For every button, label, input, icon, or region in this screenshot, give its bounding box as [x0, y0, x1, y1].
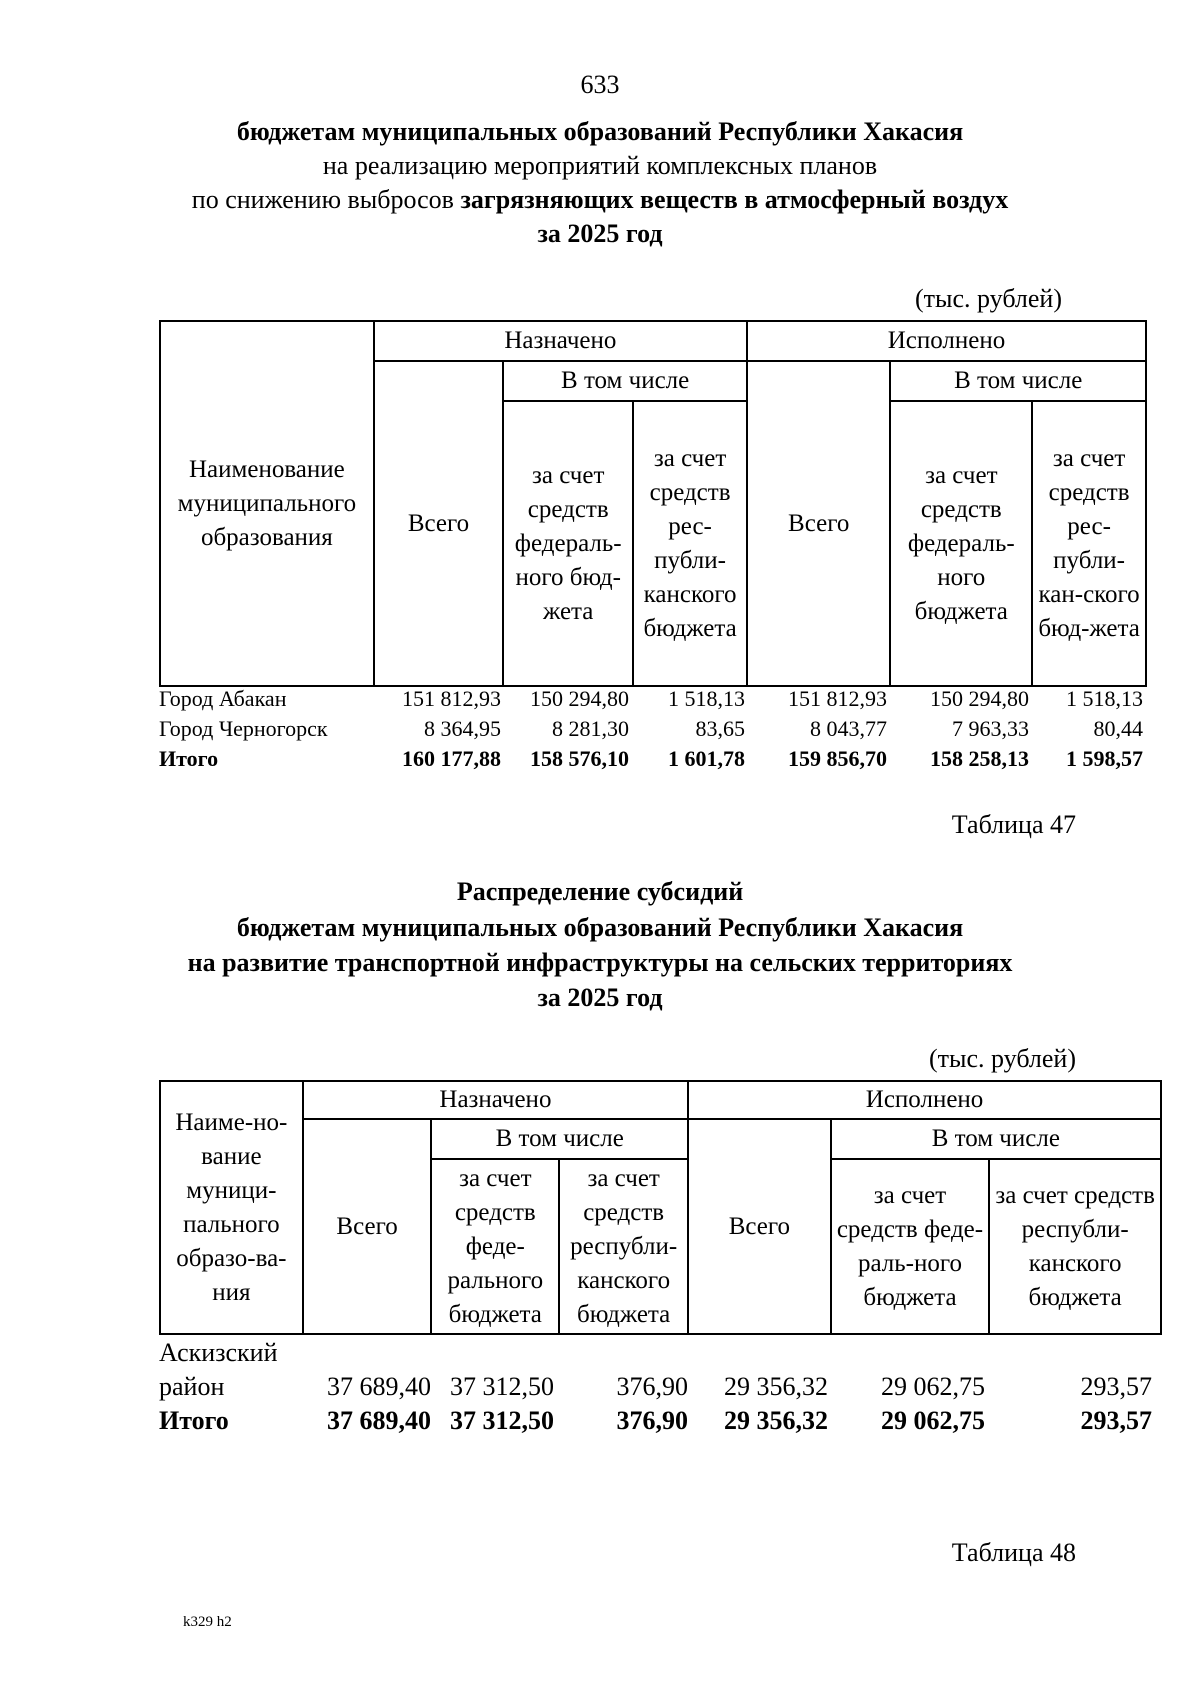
section1-table-header [159, 320, 1147, 687]
header-assigned-total: Всего [303, 1119, 432, 1334]
cell-executed-total: 29 356,32 [724, 1372, 828, 1401]
header-name: Наиме-но-вание муници-пального образо-ва-ния [160, 1081, 303, 1334]
row-name: Итого [159, 746, 219, 771]
cell-executed-republic: 80,44 [1093, 716, 1143, 741]
table-total-row [159, 746, 1147, 776]
header-assigned-federal: за счет средств феде-рального бюджета [431, 1159, 559, 1334]
header-executed-federal: за счет средств федераль-ного бюджета [890, 401, 1032, 686]
header-assigned-including: В том числе [431, 1119, 688, 1159]
row-name: Город Абакан [159, 686, 287, 711]
cell-executed-republic: 1 598,57 [1066, 746, 1143, 771]
cell-assigned-total: 37 689,40 [327, 1406, 431, 1435]
header-executed: Исполнено [747, 321, 1146, 361]
table-row [159, 716, 1147, 746]
row-name: Итого [159, 1406, 229, 1435]
page-number: 633 [580, 70, 620, 99]
section2-title-line3: на развитие транспортной инфраструктуры на сельских территориях [187, 948, 1013, 977]
cell-executed-total: 8 043,77 [810, 716, 887, 741]
header-executed-including: В том числе [890, 361, 1146, 401]
section1-title-line3-bold: загрязняющих веществ в атмосферный воздух [460, 185, 1009, 214]
cell-assigned-federal: 158 576,10 [530, 746, 629, 771]
section2-units: (тыс. рублей) [928, 1044, 1076, 1073]
cell-executed-federal: 7 963,33 [952, 716, 1029, 741]
row-name: Город Черногорск [159, 716, 328, 741]
cell-executed-total: 159 856,70 [788, 746, 887, 771]
cell-assigned-total: 160 177,88 [402, 746, 501, 771]
section2-table-body [159, 1338, 1162, 1448]
header-assigned: Назначено [374, 321, 747, 361]
section1-title-line3-regular: по снижению выбросов [191, 185, 461, 214]
header-executed-including: В том числе [831, 1119, 1161, 1159]
table-total-row [159, 1406, 1162, 1436]
header-executed-republic: за счет средств республи-канского бюджета [989, 1159, 1161, 1334]
header-assigned: Назначено [303, 1081, 688, 1119]
section2-table-header [159, 1080, 1162, 1335]
cell-assigned-total: 37 689,40 [327, 1372, 431, 1401]
cell-executed-total: 151 812,93 [788, 686, 887, 711]
cell-assigned-total: 8 364,95 [424, 716, 501, 741]
cell-assigned-republic: 1 518,13 [668, 686, 745, 711]
table47-label: Таблица 47 [951, 810, 1076, 839]
header-name: Наименование муниципального образования [160, 321, 374, 686]
header-assigned-republic: за счет средств рес-публи-канского бюджета [633, 401, 747, 686]
cell-executed-federal: 150 294,80 [930, 686, 1029, 711]
section1-title-line4: за 2025 год [537, 219, 663, 248]
cell-assigned-republic: 376,90 [616, 1372, 688, 1401]
section2-title-line4: за 2025 год [537, 983, 663, 1012]
row-name-line2: район [159, 1372, 225, 1401]
header-executed-total: Всего [688, 1119, 831, 1334]
header-executed: Исполнено [688, 1081, 1161, 1119]
section1-table-body [159, 686, 1147, 786]
header-assigned-republic: за счет средств республи-канского бюджета [559, 1159, 688, 1334]
section2-title-line2: бюджетам муниципальных образований Республики Хакасия [236, 913, 964, 942]
cell-executed-federal: 29 062,75 [881, 1372, 985, 1401]
footer-code: k329 h2 [183, 1614, 232, 1630]
cell-executed-total: 29 356,32 [724, 1406, 828, 1435]
header-assigned-total: Всего [374, 361, 504, 686]
cell-assigned-total: 151 812,93 [402, 686, 501, 711]
cell-executed-federal: 29 062,75 [881, 1406, 985, 1435]
cell-assigned-federal: 37 312,50 [450, 1406, 554, 1435]
header-executed-total: Всего [747, 361, 890, 686]
section1-title-line2: на реализацию мероприятий комплексных планов [322, 151, 878, 180]
section1-title-line1: бюджетам муниципальных образований Республики Хакасия [236, 117, 964, 146]
section2-title-line1: Распределение субсидий [456, 877, 744, 906]
cell-executed-federal: 158 258,13 [930, 746, 1029, 771]
cell-assigned-federal: 150 294,80 [530, 686, 629, 711]
cell-executed-republic: 1 518,13 [1066, 686, 1143, 711]
cell-assigned-federal: 37 312,50 [450, 1372, 554, 1401]
row-name-line1: Аскизский [159, 1338, 278, 1367]
table-row [159, 686, 1147, 716]
header-executed-republic: за счет средств рес-публи-кан-ского бюд-жета [1032, 401, 1146, 686]
section1-units: (тыс. рублей) [914, 284, 1062, 313]
cell-assigned-republic: 1 601,78 [668, 746, 745, 771]
header-assigned-federal: за счет средств федераль-ного бюд-жета [503, 401, 633, 686]
table48-label: Таблица 48 [951, 1538, 1076, 1567]
header-executed-federal: за счет средств феде-раль-ного бюджета [831, 1159, 990, 1334]
cell-assigned-republic: 376,90 [616, 1406, 688, 1435]
cell-executed-republic: 293,57 [1080, 1406, 1152, 1435]
cell-assigned-federal: 8 281,30 [552, 716, 629, 741]
cell-executed-republic: 293,57 [1080, 1372, 1152, 1401]
cell-assigned-republic: 83,65 [695, 716, 745, 741]
section1-title-line3 [0, 184, 1200, 216]
header-assigned-including: В том числе [503, 361, 747, 401]
table-row [159, 1338, 1162, 1408]
